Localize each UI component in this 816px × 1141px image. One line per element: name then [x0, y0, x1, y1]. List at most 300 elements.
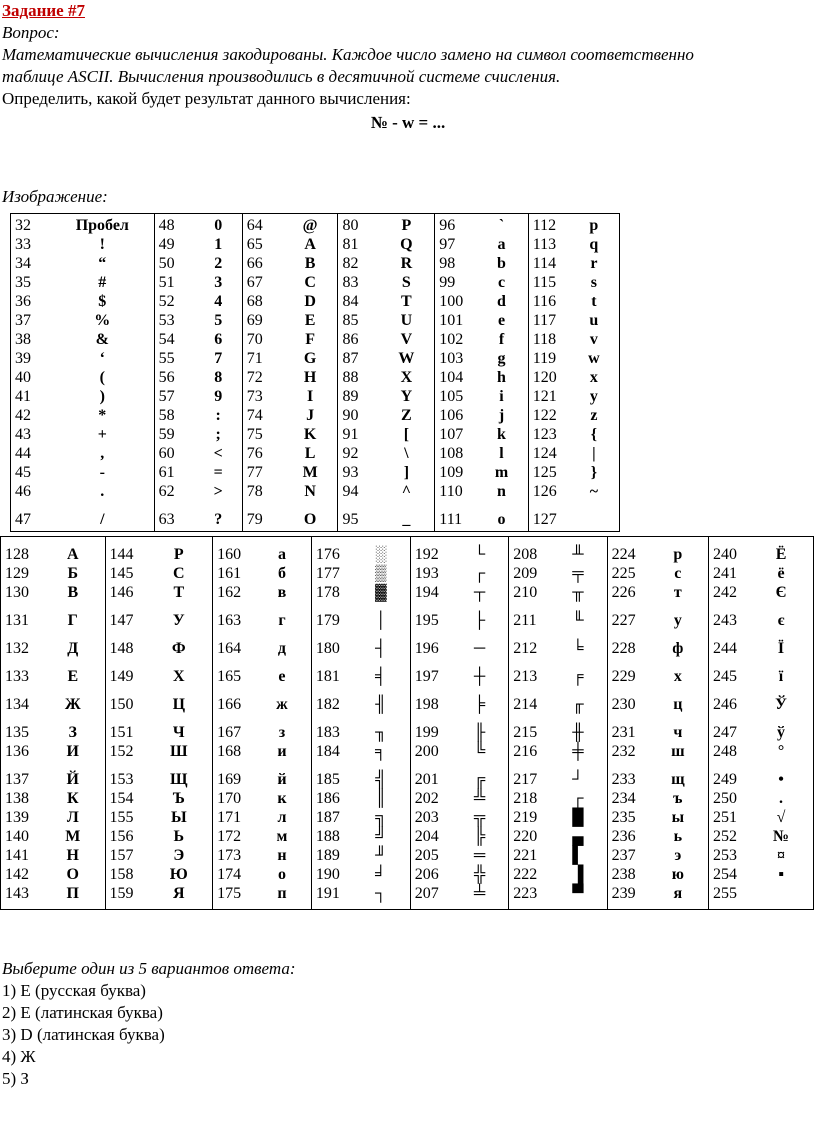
ascii-symbol: Д [67, 640, 79, 657]
ascii-symbol: & [95, 331, 109, 348]
ascii-code: 35 [15, 274, 31, 291]
ascii-row [709, 827, 813, 846]
ascii-row [435, 387, 527, 406]
ascii-symbol: h [497, 369, 506, 386]
ascii-code: 43 [15, 426, 31, 443]
ascii-code: 206 [414, 866, 439, 883]
ascii-symbol: Н [66, 847, 79, 864]
ascii-symbol: Ы [170, 809, 187, 826]
ascii-code: 89 [342, 388, 359, 405]
ascii-code: 114 [532, 255, 557, 272]
ascii-symbol: U [400, 312, 413, 329]
ascii-symbol: й [277, 771, 287, 788]
ascii-code: 228 [611, 640, 636, 657]
ascii-row [608, 884, 708, 903]
ascii-symbol: ╟ [473, 724, 486, 741]
ascii-symbol: • [778, 771, 784, 788]
ascii-code: 156 [109, 828, 134, 845]
ascii-symbol: О [66, 866, 79, 883]
ascii-row [338, 292, 434, 311]
ascii-row [411, 827, 508, 846]
ascii-symbol: ├ [473, 612, 486, 629]
ascii-code: 93 [342, 464, 359, 481]
ascii-symbol: > [213, 483, 223, 500]
ascii-row [338, 330, 434, 349]
ascii-row [411, 723, 508, 742]
ascii-symbol: Й [66, 771, 79, 788]
ascii-symbol: Ю [169, 866, 188, 883]
ascii-code: 204 [414, 828, 439, 845]
ascii-symbol: ░ [375, 546, 387, 563]
ascii-row [312, 884, 410, 903]
ascii-symbol: Ї [777, 640, 785, 657]
ascii-row [529, 387, 619, 406]
ascii-symbol: ╣ [375, 771, 387, 788]
answer-option[interactable]: 3) D (латинская буква) [2, 1025, 165, 1044]
question-label: Вопрос: [2, 23, 60, 42]
ascii-column [509, 537, 607, 910]
ascii-code: 207 [414, 885, 439, 902]
ascii-code: 199 [414, 724, 439, 741]
ascii-symbol: n [497, 483, 506, 500]
ascii-symbol: В [67, 584, 79, 601]
ascii-code: 63 [158, 511, 175, 528]
ascii-column [1, 537, 106, 910]
ascii-row [106, 789, 213, 808]
ascii-row [312, 808, 410, 827]
ascii-code: 194 [414, 584, 439, 601]
ascii-code: 104 [439, 369, 464, 386]
ascii-row [1, 695, 105, 714]
ascii-symbol: Ц [172, 696, 186, 713]
ascii-row [509, 789, 606, 808]
ascii-row [155, 425, 242, 444]
ascii-row [411, 695, 508, 714]
ascii-symbol: ╙ [572, 612, 584, 629]
ascii-row [509, 846, 606, 865]
ascii-symbol: Х [173, 668, 185, 685]
ascii-code: 219 [513, 809, 538, 826]
ascii-code: 97 [439, 236, 456, 253]
ascii-code: 255 [713, 885, 738, 902]
ascii-symbol: # [98, 274, 107, 291]
ascii-row [1, 884, 105, 903]
ascii-code: 95 [342, 511, 359, 528]
ascii-code: 233 [611, 771, 636, 788]
ascii-code: 209 [513, 565, 538, 582]
ascii-symbol: Ь [173, 828, 185, 845]
ascii-row [1, 639, 105, 658]
answers-label: Выберите один из 5 вариантов ответа: [2, 959, 296, 978]
ascii-symbol: з [278, 724, 286, 741]
ascii-code: 251 [713, 809, 738, 826]
ascii-code: 146 [109, 584, 134, 601]
ascii-symbol: ) [99, 388, 105, 405]
ascii-code: 200 [414, 743, 439, 760]
ascii-row [243, 387, 338, 406]
ascii-symbol: ▪ [778, 866, 784, 883]
ascii-symbol: ┘ [572, 771, 584, 788]
ascii-symbol: ъ [673, 790, 683, 807]
ascii-code: 120 [532, 369, 557, 386]
ascii-row [338, 273, 434, 292]
ascii-symbol: в [277, 584, 287, 601]
ascii-symbol: q [589, 236, 599, 253]
ascii-code: 98 [439, 255, 456, 272]
ascii-row [11, 406, 154, 425]
ascii-row [435, 482, 527, 501]
ascii-symbol: ╒ [572, 668, 584, 685]
ascii-code: 232 [611, 743, 636, 760]
ascii-code: 223 [513, 885, 538, 902]
ascii-symbol: N [304, 483, 316, 500]
ascii-row [106, 564, 213, 583]
ascii-row [106, 827, 213, 846]
ascii-row [338, 368, 434, 387]
ascii-code: 175 [217, 885, 242, 902]
ascii-code: 121 [532, 388, 557, 405]
ascii-symbol: K [303, 426, 317, 443]
ascii-symbol: P [401, 217, 412, 234]
ascii-code: 109 [439, 464, 464, 481]
ascii-code: 112 [532, 217, 557, 234]
ascii-code: 52 [158, 293, 175, 310]
ascii-code: 71 [246, 350, 263, 367]
ascii-code: 133 [5, 668, 29, 685]
ascii-symbol: о [277, 866, 286, 883]
ascii-symbol: @ [302, 217, 318, 234]
ascii-row [243, 510, 338, 529]
ascii-symbol: { [590, 426, 598, 443]
ascii-code: 213 [513, 668, 538, 685]
ascii-row [709, 789, 813, 808]
ascii-row [213, 564, 311, 583]
ascii-row [608, 611, 708, 630]
ascii-code: 191 [315, 885, 340, 902]
ascii-row [312, 639, 410, 658]
ascii-row [529, 368, 619, 387]
ascii-code: 153 [109, 771, 134, 788]
ascii-code: 193 [414, 565, 439, 582]
ascii-row [106, 742, 213, 761]
ascii-symbol: B [304, 255, 316, 272]
ascii-row [312, 564, 410, 583]
ascii-code: 187 [315, 809, 340, 826]
ascii-code: 248 [713, 743, 738, 760]
ascii-code: 247 [713, 724, 738, 741]
ascii-code: 181 [315, 668, 340, 685]
ascii-symbol: . [100, 483, 105, 500]
ascii-symbol: М [65, 828, 81, 845]
ascii-code: 195 [414, 612, 439, 629]
ascii-row [529, 330, 619, 349]
ascii-code: 130 [5, 584, 29, 601]
ascii-symbol: Т [173, 584, 185, 601]
ascii-row [411, 583, 508, 602]
ascii-symbol: ф [672, 640, 684, 657]
ascii-code: 80 [342, 217, 359, 234]
ascii-symbol: O [303, 511, 317, 528]
ascii-code: 86 [342, 331, 359, 348]
ascii-symbol: [ [403, 426, 410, 443]
ascii-code: 168 [217, 743, 242, 760]
ascii-symbol: ╚ [473, 743, 486, 760]
ascii-code: 218 [513, 790, 538, 807]
ascii-code: 117 [532, 312, 557, 329]
ascii-symbol: E [304, 312, 316, 329]
ascii-symbol: M [302, 464, 318, 481]
ascii-row [435, 406, 527, 425]
ascii-row [709, 808, 813, 827]
ascii-symbol: Z [401, 407, 412, 424]
ascii-symbol: Г [67, 612, 78, 629]
ascii-row [509, 808, 606, 827]
ascii-symbol: ┤ [375, 640, 387, 657]
ascii-row [11, 368, 154, 387]
ascii-code: 174 [217, 866, 242, 883]
ascii-code: 137 [5, 771, 29, 788]
ascii-row [608, 723, 708, 742]
ascii-code: 249 [713, 771, 738, 788]
ascii-symbol: Q [400, 236, 413, 253]
ascii-row [213, 667, 311, 686]
ascii-row [435, 254, 527, 273]
ascii-symbol: y [589, 388, 598, 405]
answer-option[interactable]: 4) Ж [2, 1047, 36, 1066]
ascii-row [338, 463, 434, 482]
ascii-row [312, 545, 410, 564]
ascii-row [243, 330, 338, 349]
ascii-symbol: 6 [214, 331, 223, 348]
ascii-code: 122 [532, 407, 557, 424]
ascii-row [155, 444, 242, 463]
ascii-symbol: Я [173, 885, 185, 902]
ascii-code: 124 [532, 445, 557, 462]
ascii-row [709, 770, 813, 789]
ascii-code: 150 [109, 696, 134, 713]
ascii-row [1, 846, 105, 865]
ascii-row [106, 639, 213, 658]
ascii-symbol: “ [98, 255, 107, 272]
ascii-code: 190 [315, 866, 340, 883]
ascii-symbol: т [673, 584, 682, 601]
ascii-symbol: w [588, 350, 600, 367]
ascii-symbol: x [589, 369, 598, 386]
ascii-code: 127 [532, 511, 557, 528]
ascii-row [106, 583, 213, 602]
ascii-row [213, 545, 311, 564]
ascii-symbol: │ [375, 612, 387, 629]
ascii-code: 110 [439, 483, 463, 500]
ascii-symbol: / [100, 511, 105, 528]
ascii-row [509, 667, 606, 686]
ascii-row [709, 545, 813, 564]
answer-option[interactable]: 1) Е (русская буква) [2, 981, 146, 1000]
ascii-row [338, 311, 434, 330]
ascii-symbol: ╜ [375, 847, 387, 864]
ascii-row [608, 827, 708, 846]
image-label: Изображение: [2, 187, 108, 206]
ascii-symbol: и [277, 743, 287, 760]
ascii-code: 115 [532, 274, 557, 291]
answers-block [0, 958, 295, 1090]
ascii-code: 162 [217, 584, 242, 601]
description-line-2: таблице ASCII. Вычисления производились в десятичной системе счисления. [2, 67, 561, 86]
ascii-code: 243 [713, 612, 738, 629]
ascii-code: 49 [158, 236, 175, 253]
ascii-row [155, 387, 242, 406]
answer-option[interactable]: 5) З [2, 1069, 29, 1088]
ascii-row [435, 463, 527, 482]
ascii-row [709, 564, 813, 583]
ascii-code: 37 [15, 312, 31, 329]
ascii-symbol: ` [498, 217, 505, 234]
ascii-row [11, 444, 154, 463]
answer-option[interactable]: 2) E (латинская буква) [2, 1003, 163, 1022]
ascii-row [312, 723, 410, 742]
ascii-symbol: Э [173, 847, 185, 864]
ascii-row [529, 311, 619, 330]
ascii-row [608, 808, 708, 827]
ascii-code: 47 [15, 511, 31, 528]
ascii-code: 152 [109, 743, 134, 760]
ascii-row [529, 349, 619, 368]
ascii-code: 212 [513, 640, 538, 657]
ascii-symbol: | [592, 445, 596, 462]
ascii-symbol: ╘ [572, 640, 584, 657]
ascii-code: 151 [109, 724, 134, 741]
ascii-row [11, 387, 154, 406]
ascii-symbol: : [215, 407, 221, 424]
ascii-code: 238 [611, 866, 636, 883]
ascii-row [338, 482, 434, 501]
ascii-row [11, 349, 154, 368]
ascii-code: 123 [532, 426, 557, 443]
ascii-code: 140 [5, 828, 29, 845]
ascii-code: 202 [414, 790, 439, 807]
ascii-symbol: б [277, 565, 286, 582]
ascii-symbol: ┌ [572, 790, 584, 807]
ascii-code: 241 [713, 565, 738, 582]
ascii-row [709, 846, 813, 865]
ascii-row [709, 884, 813, 903]
ascii-symbol: ? [214, 511, 223, 528]
ascii-symbol: H [303, 369, 317, 386]
ascii-row [509, 564, 606, 583]
document [0, 0, 816, 208]
ascii-code: 61 [158, 464, 175, 481]
ascii-code: 214 [513, 696, 538, 713]
ascii-symbol: s [590, 274, 597, 291]
ascii-symbol: ° [777, 743, 785, 760]
ascii-code: 221 [513, 847, 538, 864]
ascii-row [243, 406, 338, 425]
ascii-code: 76 [246, 445, 263, 462]
ascii-row [312, 865, 410, 884]
ascii-symbol: є [777, 612, 785, 629]
ascii-code: 55 [158, 350, 175, 367]
ascii-code: 179 [315, 612, 340, 629]
ascii-symbol: u [589, 312, 599, 329]
ascii-row [213, 695, 311, 714]
ascii-code: 240 [713, 546, 738, 563]
ascii-symbol: X [400, 369, 413, 386]
ascii-code: 56 [158, 369, 175, 386]
ascii-row [1, 808, 105, 827]
ascii-code: 69 [246, 312, 263, 329]
ascii-code: 81 [342, 236, 359, 253]
ascii-row [411, 742, 508, 761]
ascii-code: 147 [109, 612, 134, 629]
task-title: Задание #7 [2, 1, 85, 20]
ascii-symbol: C [304, 274, 316, 291]
ascii-row [529, 444, 619, 463]
ascii-row [338, 510, 434, 529]
ascii-code: 33 [15, 236, 31, 253]
ascii-code: 106 [439, 407, 464, 424]
ascii-row [529, 292, 619, 311]
ascii-row [213, 827, 311, 846]
ascii-row [529, 406, 619, 425]
ascii-row [11, 425, 154, 444]
ascii-row [709, 742, 813, 761]
ascii-code: 39 [15, 350, 31, 367]
ascii-symbol: ц [673, 696, 683, 713]
ascii-row [411, 789, 508, 808]
ascii-row [411, 611, 508, 630]
ascii-code: 67 [246, 274, 263, 291]
ascii-row [155, 311, 242, 330]
ascii-code: 119 [532, 350, 557, 367]
ascii-symbol: r [590, 255, 598, 272]
ascii-symbol: х [673, 668, 682, 685]
ascii-row [243, 254, 338, 273]
ascii-row [11, 273, 154, 292]
ascii-symbol: e [497, 312, 506, 329]
ascii-symbol: . [779, 790, 784, 807]
ascii-symbol: D [304, 293, 316, 310]
ascii-row [312, 742, 410, 761]
ascii-row [213, 583, 311, 602]
ascii-code: 134 [5, 696, 29, 713]
ascii-symbol: S [401, 274, 411, 291]
ascii-row [435, 292, 527, 311]
ascii-code: 116 [532, 293, 557, 310]
ascii-code: 229 [611, 668, 636, 685]
ascii-code: 173 [217, 847, 242, 864]
ascii-code: 77 [246, 464, 263, 481]
ascii-code: 186 [315, 790, 340, 807]
ascii-row [435, 330, 527, 349]
ascii-code: 222 [513, 866, 538, 883]
ascii-row [608, 770, 708, 789]
ascii-symbol: Є [775, 584, 787, 601]
ascii-row [155, 482, 242, 501]
ascii-code: 88 [342, 369, 359, 386]
ascii-row [709, 667, 813, 686]
ascii-row [509, 723, 606, 742]
ascii-row [709, 611, 813, 630]
ascii-row [608, 742, 708, 761]
ascii-code: 210 [513, 584, 538, 601]
ascii-row [709, 639, 813, 658]
ascii-row [213, 865, 311, 884]
ascii-code: 225 [611, 565, 636, 582]
ascii-code: 85 [342, 312, 359, 329]
ascii-row [106, 865, 213, 884]
ascii-code: 87 [342, 350, 359, 367]
ascii-symbol: a [497, 236, 506, 253]
